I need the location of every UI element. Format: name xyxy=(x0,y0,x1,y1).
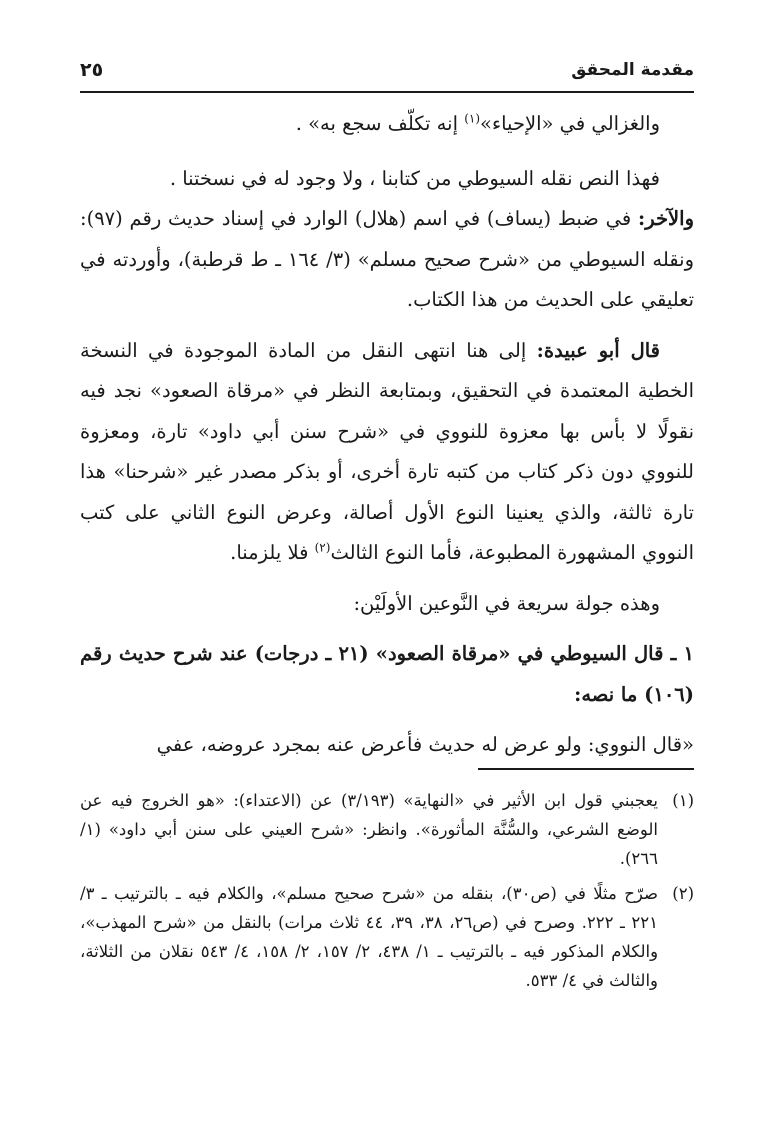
footnote-reference-2[interactable]: (٢) xyxy=(314,540,331,555)
paragraph-nawawi-quote: «قال النووي: ولو عرض له حديث فأعرض عنه بمجرد عروضه، عفي xyxy=(156,733,694,756)
paragraph-lead: والآخر: xyxy=(638,207,694,230)
paragraph-lead: قال أبو عبيدة: xyxy=(536,338,660,362)
numbered-item-heading: ١ ـ قال السيوطي في «مرقاة الصعود» (٢١ ـ درجات) عند شرح حديث رقم (١٠٦) ما نصه: xyxy=(80,642,694,706)
running-title: مقدمة المحقق xyxy=(571,60,694,80)
paragraph-text: في ضبط (يساف) في اسم (هلال) الوارد في إسناد حديث رقم (٩٧): ونقله السيوطي من «شرح صحيح مسلم» (٣/ ١٦٤ ـ ط قرطبة)، وأوردته في تعليقي على الحديث من هذا الكتاب. xyxy=(80,207,694,311)
paragraph-text: فلا يلزمنا. xyxy=(230,541,315,564)
footnote-number: (١) xyxy=(672,791,694,810)
footnote-reference-1[interactable]: (١) xyxy=(464,111,481,126)
main-text xyxy=(80,104,694,766)
paragraph-text: إنه تكلّف سجع به» . xyxy=(295,112,465,135)
footnote-1 xyxy=(80,786,694,873)
footnotes xyxy=(80,786,694,1001)
page-number: ٢٥ xyxy=(80,59,104,81)
paragraph-survey-intro: وهذه جولة سريعة في النَّوعين الأولَيْن: xyxy=(353,591,660,615)
paragraph-abu-ubaida xyxy=(80,331,694,574)
footnote-text: يعجبني قول ابن الأثير في «النهاية» (٣/١٩٣) عن (الاعتداء): «هو الخروج فيه عن الوضع الشرعي، والسُّنَّة المأثورة». وانظر: «شرح العيني على سنن أبي داود» (١/ ٢٦٦). xyxy=(80,791,658,868)
header-rule xyxy=(80,91,694,93)
footnote-number: (٢) xyxy=(672,884,694,903)
footnote-text: صرّح مثلًا في (ص٣٠)، بنقله من «شرح صحيح مسلم»، والكلام فيه ـ بالترتيب ـ ٣/ ٢٢١ ـ ٢٢٢. وصرح في (ص٢٦، ٣٨، ٣٩، ٤٤ ثلاث مرات) بالنقل من «شرح المهذب»، والكلام المذكور فيه ـ بالترتيب ـ ١/ ٤٣٨، ٢/ ١٥٧، ٢/ ١٥٨، ٤/ ٥٤٣ نقلان من الثلاثة، والثالث في ٤/ ٥٣٣. xyxy=(80,884,659,990)
paragraph-text: إلى هنا انتهى النقل من المادة الموجودة في النسخة الخطية المعتمدة في التحقيق، وبمتابعة النظر في «مرقاة الصعود» نجد فيه نقولًا لا بأس بها معزوة للنووي في «شرح سنن أبي داود» تارة، ومعزوة للنووي دون ذكر كتاب من كتبه تارة أخرى، أو بذكر مصدر غير «شرحنا» هذا تارة ثالثة، والذي يعنينا النوع الأول أصالة، وعرض النوع الثاني على كتب النووي المشهورة المطبوعة، فأما النوع الثالث xyxy=(80,338,694,564)
paragraph-not-in-copy: فهذا النص نقله السيوطي من كتابنا ، ولا وجود له في نسختنا . xyxy=(169,166,660,190)
running-head xyxy=(80,50,694,90)
footnote-separator xyxy=(478,768,694,770)
paragraph-second-case xyxy=(80,199,694,321)
footnote-2 xyxy=(80,879,694,995)
paragraph-ghazali-quote xyxy=(80,104,694,145)
paragraph-text: والغزالي في «الإحياء» xyxy=(480,112,660,135)
